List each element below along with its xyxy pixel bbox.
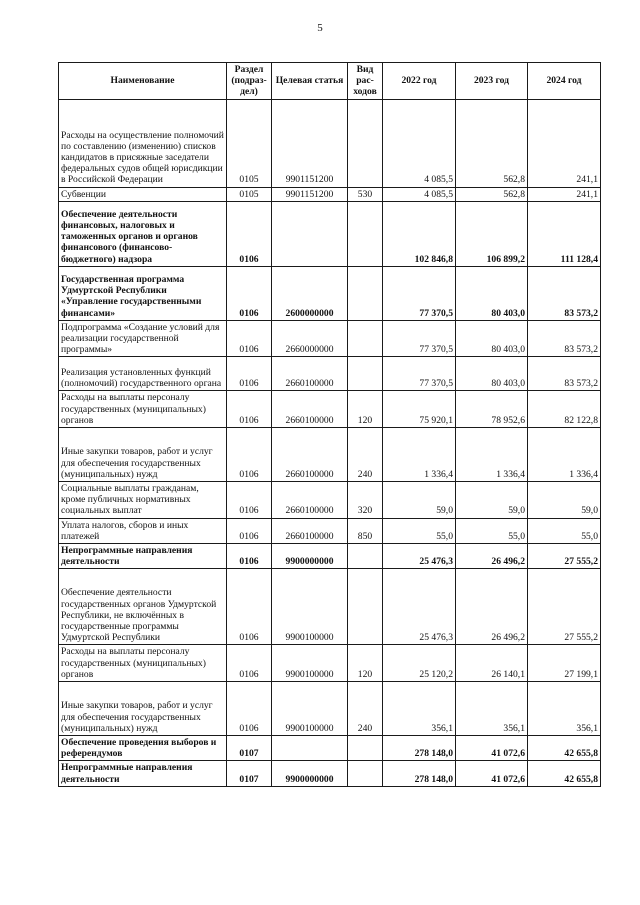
cell-2023: 59,0 xyxy=(456,482,528,519)
cell-name: Обеспечение проведения выборов и референдумов xyxy=(59,736,227,761)
table-row xyxy=(59,682,601,736)
cell-name: Подпрограмма «Создание условий для реализации государственной программы» xyxy=(59,320,227,357)
cell-2024: 241,1 xyxy=(528,187,601,201)
cell-2024: 111 128,4 xyxy=(528,201,601,266)
table-row xyxy=(59,266,601,320)
cell-2022: 75 920,1 xyxy=(383,391,456,428)
cell-name: Социальные выплаты гражданам, кроме публичных нормативных социальных выплат xyxy=(59,482,227,519)
cell-2024: 27 555,2 xyxy=(528,544,601,569)
cell-2022: 356,1 xyxy=(383,682,456,736)
cell-name: Субвенции xyxy=(59,187,227,201)
cell-article: 2660100000 xyxy=(272,518,348,543)
cell-article: 9901151200 xyxy=(272,99,348,187)
cell-article: 2600000000 xyxy=(272,266,348,320)
header-2023: 2023 год xyxy=(456,63,528,100)
cell-2024: 241,1 xyxy=(528,99,601,187)
cell-2023: 80 403,0 xyxy=(456,266,528,320)
cell-kind xyxy=(348,201,383,266)
cell-2022: 102 846,8 xyxy=(383,201,456,266)
cell-2023: 26 496,2 xyxy=(456,544,528,569)
cell-kind: 850 xyxy=(348,518,383,543)
cell-kind: 320 xyxy=(348,482,383,519)
cell-2024: 42 655,8 xyxy=(528,736,601,761)
cell-2022: 25 476,3 xyxy=(383,569,456,645)
cell-section: 0106 xyxy=(227,391,272,428)
cell-kind xyxy=(348,99,383,187)
cell-2023: 55,0 xyxy=(456,518,528,543)
header-2022: 2022 год xyxy=(383,63,456,100)
cell-2022: 278 148,0 xyxy=(383,761,456,786)
cell-section: 0105 xyxy=(227,187,272,201)
cell-kind xyxy=(348,761,383,786)
cell-2022: 25 120,2 xyxy=(383,645,456,682)
header-kind: Вид рас-ходов xyxy=(348,63,383,100)
cell-section: 0106 xyxy=(227,682,272,736)
cell-section: 0106 xyxy=(227,201,272,266)
cell-section: 0107 xyxy=(227,761,272,786)
cell-article xyxy=(272,201,348,266)
table-row xyxy=(59,391,601,428)
table-row xyxy=(59,482,601,519)
cell-2022: 77 370,5 xyxy=(383,266,456,320)
budget-table xyxy=(58,62,601,787)
cell-section: 0106 xyxy=(227,518,272,543)
table-row xyxy=(59,736,601,761)
cell-article: 9900000000 xyxy=(272,761,348,786)
cell-2023: 78 952,6 xyxy=(456,391,528,428)
cell-section: 0105 xyxy=(227,99,272,187)
table-row xyxy=(59,357,601,391)
cell-article: 2660000000 xyxy=(272,320,348,357)
cell-name: Непрограммные направления деятельности xyxy=(59,761,227,786)
cell-2022: 4 085,5 xyxy=(383,99,456,187)
cell-2024: 83 573,2 xyxy=(528,357,601,391)
cell-kind: 240 xyxy=(348,428,383,482)
cell-name: Расходы на выплаты персоналу государственных (муниципальных) органов xyxy=(59,645,227,682)
cell-2023: 1 336,4 xyxy=(456,428,528,482)
table-header-row xyxy=(59,63,601,100)
cell-2024: 1 336,4 xyxy=(528,428,601,482)
cell-section: 0106 xyxy=(227,645,272,682)
cell-section: 0107 xyxy=(227,736,272,761)
cell-2024: 55,0 xyxy=(528,518,601,543)
table-row xyxy=(59,187,601,201)
cell-2023: 562,8 xyxy=(456,187,528,201)
cell-article: 9900100000 xyxy=(272,682,348,736)
cell-name: Обеспечение деятельности государственных органов Удмуртской Республики, не включённых в государственные программы Удмуртской Республики xyxy=(59,569,227,645)
table-row xyxy=(59,645,601,682)
cell-name: Иные закупки товаров, работ и услуг для обеспечения государственных (муниципальных) нужд xyxy=(59,428,227,482)
cell-2023: 106 899,2 xyxy=(456,201,528,266)
cell-article: 9900100000 xyxy=(272,645,348,682)
cell-name: Расходы на осуществление полномочий по составлению (изменению) списков кандидатов в присяжные заседатели федеральных судов общей юрисдикции в Российской Федерации xyxy=(59,99,227,187)
cell-name: Государственная программа Удмуртской Республики «Управление государственными финансами» xyxy=(59,266,227,320)
table-row xyxy=(59,428,601,482)
cell-article: 2660100000 xyxy=(272,391,348,428)
cell-article: 9900100000 xyxy=(272,569,348,645)
cell-2023: 356,1 xyxy=(456,682,528,736)
cell-section: 0106 xyxy=(227,544,272,569)
cell-section: 0106 xyxy=(227,266,272,320)
cell-name: Непрограммные направления деятельности xyxy=(59,544,227,569)
table-row xyxy=(59,569,601,645)
page-number: 5 xyxy=(317,22,323,34)
cell-name: Обеспечение деятельности финансовых, налоговых и таможенных органов и органов финансового (финансово-бюджетного) надзора xyxy=(59,201,227,266)
cell-article xyxy=(272,736,348,761)
cell-2024: 83 573,2 xyxy=(528,266,601,320)
cell-2022: 4 085,5 xyxy=(383,187,456,201)
cell-section: 0106 xyxy=(227,428,272,482)
cell-kind xyxy=(348,320,383,357)
cell-section: 0106 xyxy=(227,569,272,645)
cell-2024: 42 655,8 xyxy=(528,761,601,786)
cell-section: 0106 xyxy=(227,320,272,357)
cell-2022: 278 148,0 xyxy=(383,736,456,761)
cell-name: Уплата налогов, сборов и иных платежей xyxy=(59,518,227,543)
table-row xyxy=(59,544,601,569)
cell-2023: 562,8 xyxy=(456,99,528,187)
cell-name: Реализация установленных функций (полномочий) государственного органа xyxy=(59,357,227,391)
table-row xyxy=(59,99,601,187)
table-row xyxy=(59,201,601,266)
cell-kind: 530 xyxy=(348,187,383,201)
cell-section: 0106 xyxy=(227,482,272,519)
cell-2022: 1 336,4 xyxy=(383,428,456,482)
cell-article: 9900000000 xyxy=(272,544,348,569)
cell-article: 2660100000 xyxy=(272,357,348,391)
cell-2023: 80 403,0 xyxy=(456,320,528,357)
cell-2022: 59,0 xyxy=(383,482,456,519)
table-body xyxy=(59,99,601,786)
cell-2024: 83 573,2 xyxy=(528,320,601,357)
cell-kind: 120 xyxy=(348,391,383,428)
cell-kind xyxy=(348,569,383,645)
cell-article: 9901151200 xyxy=(272,187,348,201)
header-section: Раздел (подраз-дел) xyxy=(227,63,272,100)
cell-2022: 55,0 xyxy=(383,518,456,543)
cell-kind: 240 xyxy=(348,682,383,736)
cell-name: Иные закупки товаров, работ и услуг для обеспечения государственных (муниципальных) нужд xyxy=(59,682,227,736)
cell-kind xyxy=(348,736,383,761)
cell-article: 2660100000 xyxy=(272,428,348,482)
header-2024: 2024 год xyxy=(528,63,601,100)
cell-2023: 26 496,2 xyxy=(456,569,528,645)
cell-2022: 77 370,5 xyxy=(383,357,456,391)
table-row xyxy=(59,320,601,357)
header-article: Целевая статья xyxy=(272,63,348,100)
cell-2024: 356,1 xyxy=(528,682,601,736)
cell-2024: 59,0 xyxy=(528,482,601,519)
cell-2024: 27 199,1 xyxy=(528,645,601,682)
cell-section: 0106 xyxy=(227,357,272,391)
cell-2023: 41 072,6 xyxy=(456,736,528,761)
cell-2023: 80 403,0 xyxy=(456,357,528,391)
header-name: Наименование xyxy=(59,63,227,100)
cell-kind xyxy=(348,544,383,569)
cell-2022: 77 370,5 xyxy=(383,320,456,357)
cell-2022: 25 476,3 xyxy=(383,544,456,569)
cell-2023: 41 072,6 xyxy=(456,761,528,786)
cell-kind: 120 xyxy=(348,645,383,682)
table-row xyxy=(59,761,601,786)
cell-kind xyxy=(348,357,383,391)
cell-article: 2660100000 xyxy=(272,482,348,519)
cell-kind xyxy=(348,266,383,320)
cell-2023: 26 140,1 xyxy=(456,645,528,682)
cell-2024: 82 122,8 xyxy=(528,391,601,428)
cell-name: Расходы на выплаты персоналу государственных (муниципальных) органов xyxy=(59,391,227,428)
table-row xyxy=(59,518,601,543)
cell-2024: 27 555,2 xyxy=(528,569,601,645)
